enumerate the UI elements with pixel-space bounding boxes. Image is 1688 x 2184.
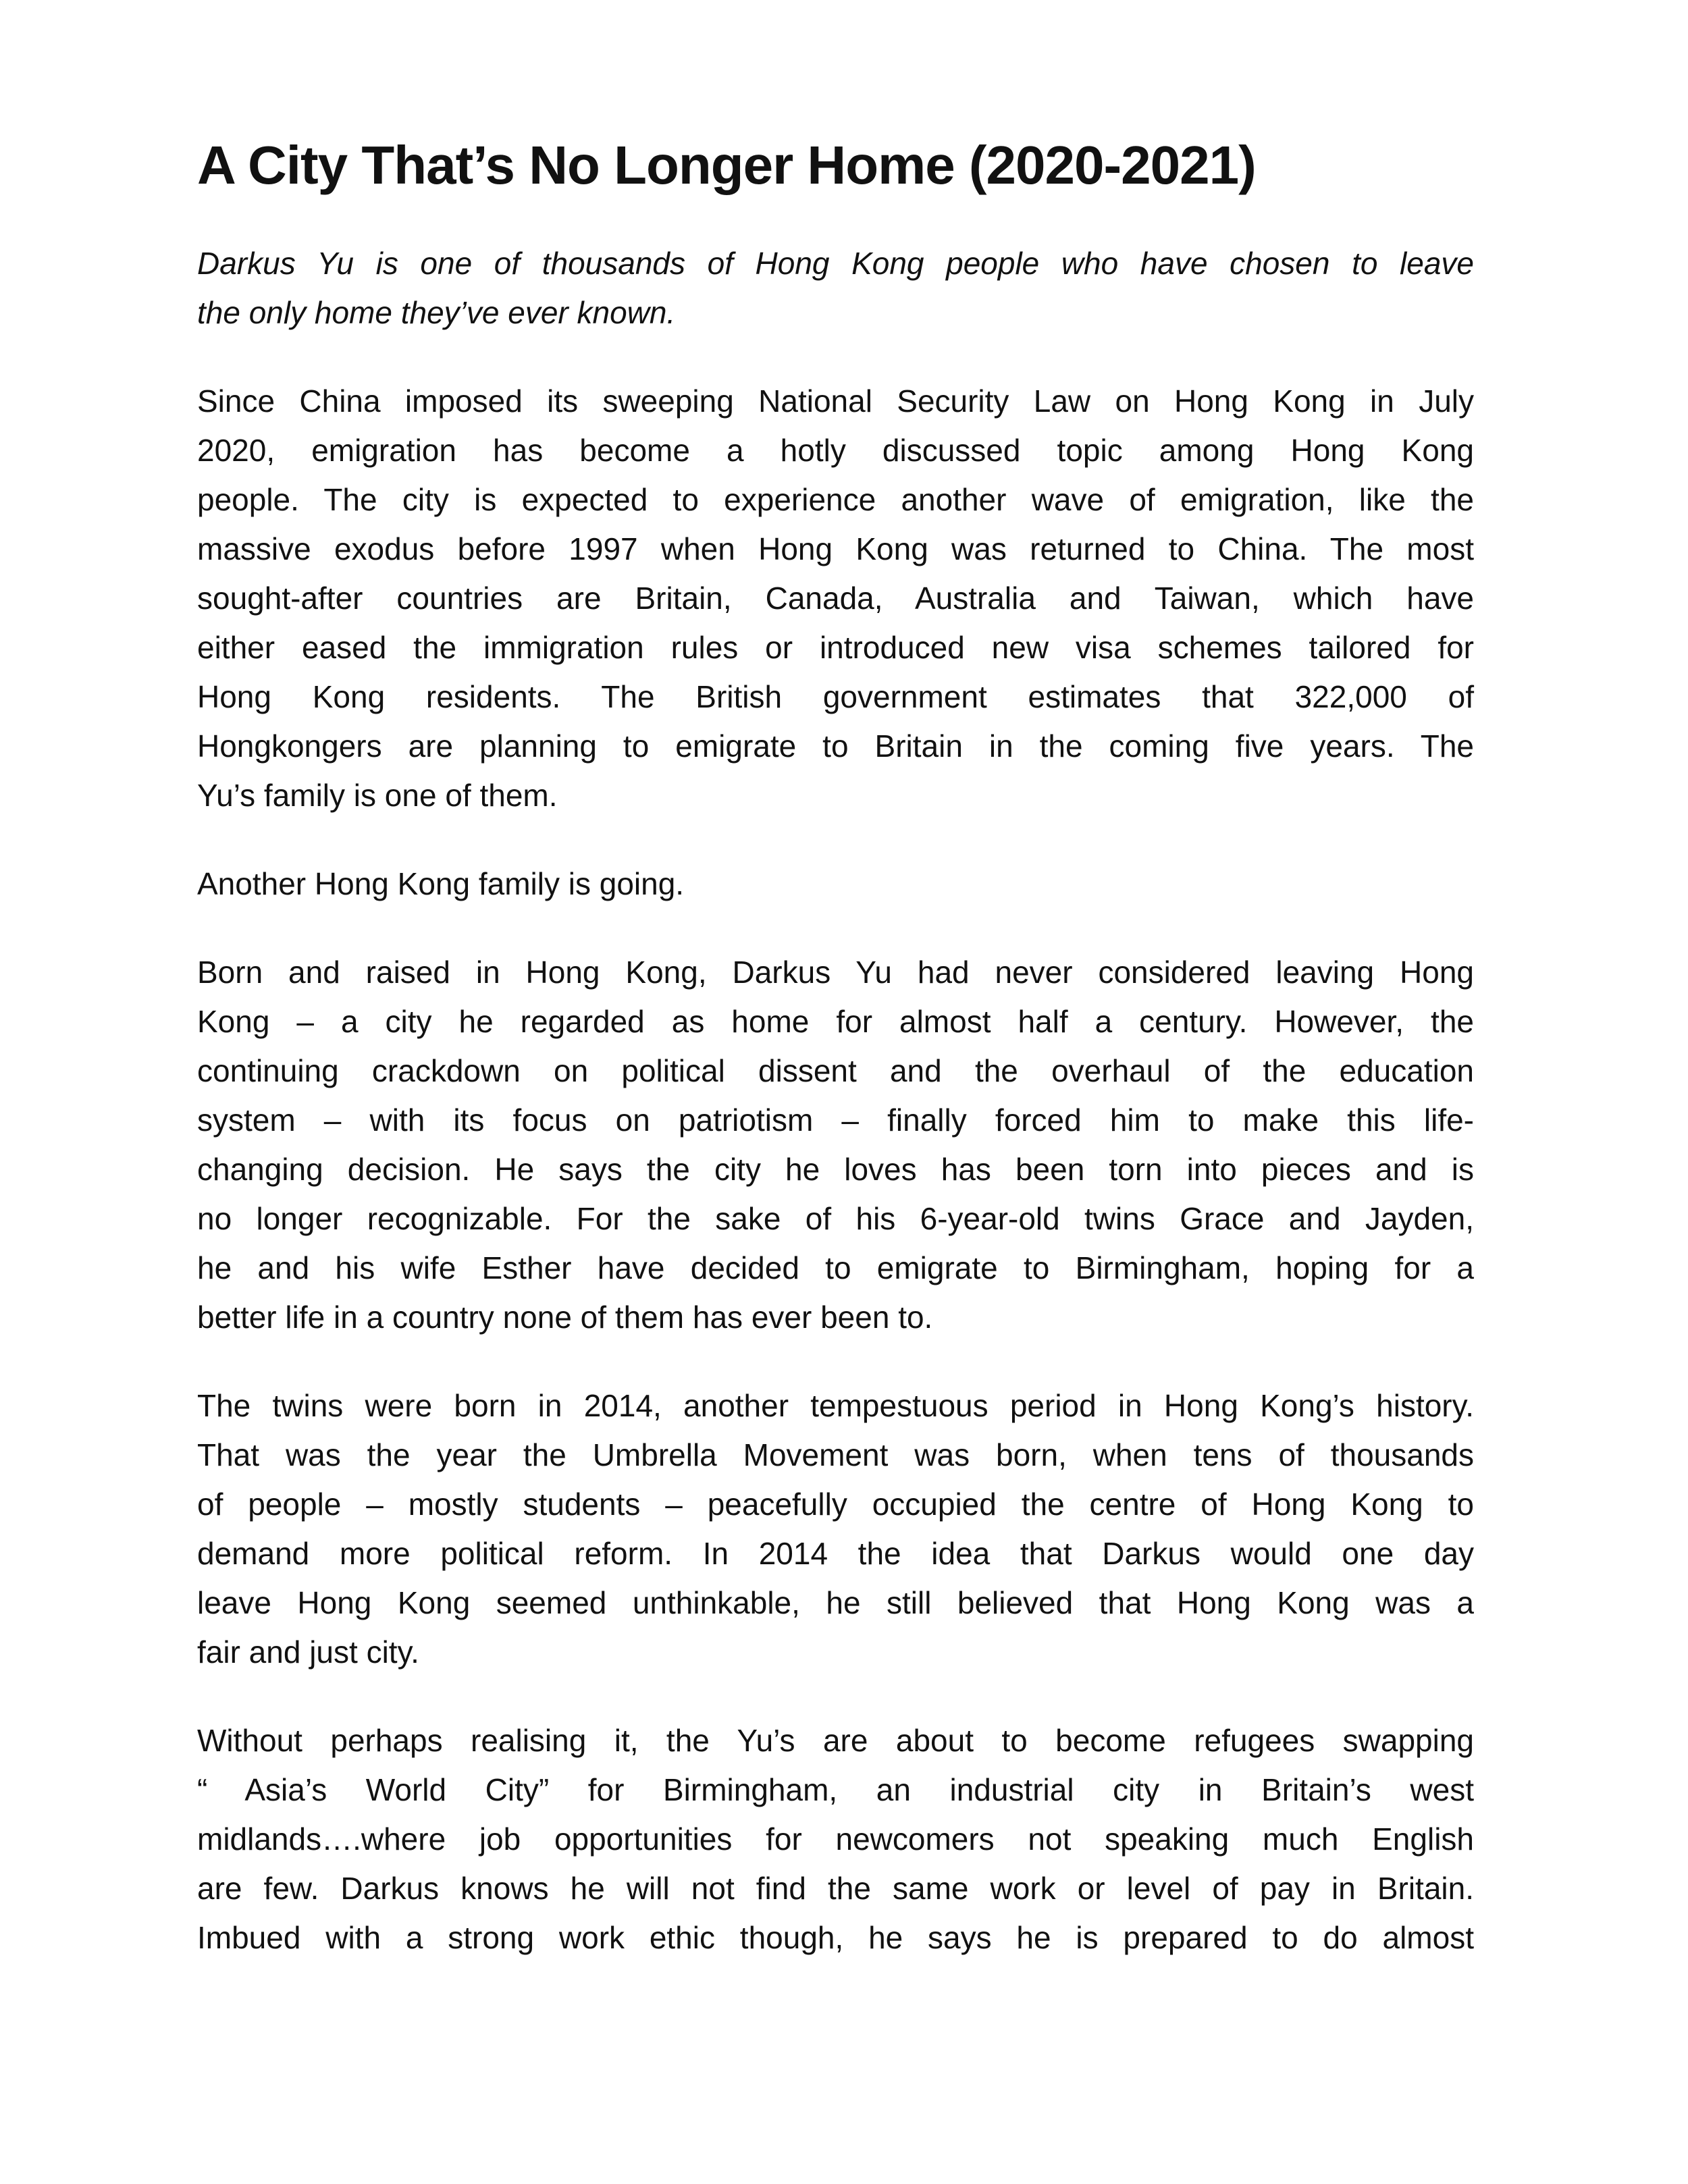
text-line: changing decision. He says the city he loves has been torn into pieces and is — [197, 1152, 1474, 1187]
text-line: are few. Darkus knows he will not find the same work or level of pay in Britain. — [197, 1871, 1474, 1906]
body-paragraph — [197, 948, 1474, 1342]
text-line: The twins were born in 2014, another tempestuous period in Hong Kong’s history. — [197, 1388, 1474, 1423]
text-line: either eased the immigration rules or introduced new visa schemes tailored for — [197, 630, 1474, 665]
text-line: Since China imposed its sweeping National Security Law on Hong Kong in July — [197, 383, 1474, 419]
text-line: Imbued with a strong work ethic though, he says he is prepared to do almost — [197, 1920, 1474, 1955]
text-line: leave Hong Kong seemed unthinkable, he still believed that Hong Kong was a — [197, 1585, 1474, 1620]
text-line: Darkus Yu is one of thousands of Hong Kong people who have chosen to leave — [197, 246, 1474, 281]
text-line: the only home they’ve ever known. — [197, 295, 676, 330]
text-line: Kong – a city he regarded as home for almost half a century. However, the — [197, 1004, 1474, 1039]
text-line: Another Hong Kong family is going. — [197, 866, 685, 901]
text-line: Yu’s family is one of them. — [197, 778, 558, 813]
document-title: A City That’s No Longer Home (2020-2021) — [197, 135, 1256, 195]
text-line: massive exodus before 1997 when Hong Kong was returned to China. The most — [197, 531, 1474, 566]
text-line: midlands….where job opportunities for newcomers not speaking much English — [197, 1821, 1474, 1857]
text-line: better life in a country none of them has ever been to. — [197, 1300, 933, 1335]
body-paragraph — [197, 1381, 1474, 1677]
text-line: 2020, emigration has become a hotly discussed topic among Hong Kong — [197, 433, 1474, 468]
text-line: fair and just city. — [197, 1634, 419, 1670]
text-line: he and his wife Esther have decided to emigrate to Birmingham, hoping for a — [197, 1250, 1474, 1285]
body-paragraph — [197, 1716, 1474, 1963]
body-paragraph — [197, 377, 1474, 820]
text-line: “ Asia’s World City” for Birmingham, an industrial city in Britain’s west — [197, 1772, 1474, 1807]
text-line: sought-after countries are Britain, Canada, Australia and Taiwan, which have — [197, 581, 1474, 616]
text-line: Born and raised in Hong Kong, Darkus Yu had never considered leaving Hong — [197, 955, 1474, 990]
subtitle-paragraph — [197, 239, 1474, 338]
text-line: people. The city is expected to experience another wave of emigration, like the — [197, 482, 1474, 517]
text-line: demand more political reform. In 2014 the idea that Darkus would one day — [197, 1536, 1474, 1571]
text-line: Hong Kong residents. The British government estimates that 322,000 of — [197, 679, 1474, 714]
text-line: system – with its focus on patriotism – finally forced him to make this life- — [197, 1102, 1474, 1138]
text-line: That was the year the Umbrella Movement was born, when tens of thousands — [197, 1437, 1474, 1472]
article-body — [197, 239, 1474, 2002]
text-line: Without perhaps realising it, the Yu’s are about to become refugees swapping — [197, 1723, 1474, 1758]
text-line: continuing crackdown on political dissent and the overhaul of the education — [197, 1053, 1474, 1088]
text-line: no longer recognizable. For the sake of his 6-year-old twins Grace and Jayden, — [197, 1201, 1474, 1236]
text-line: of people – mostly students – peacefully occupied the centre of Hong Kong to — [197, 1487, 1474, 1522]
text-line: Hongkongers are planning to emigrate to Britain in the coming five years. The — [197, 728, 1474, 764]
body-paragraph — [197, 859, 1474, 909]
